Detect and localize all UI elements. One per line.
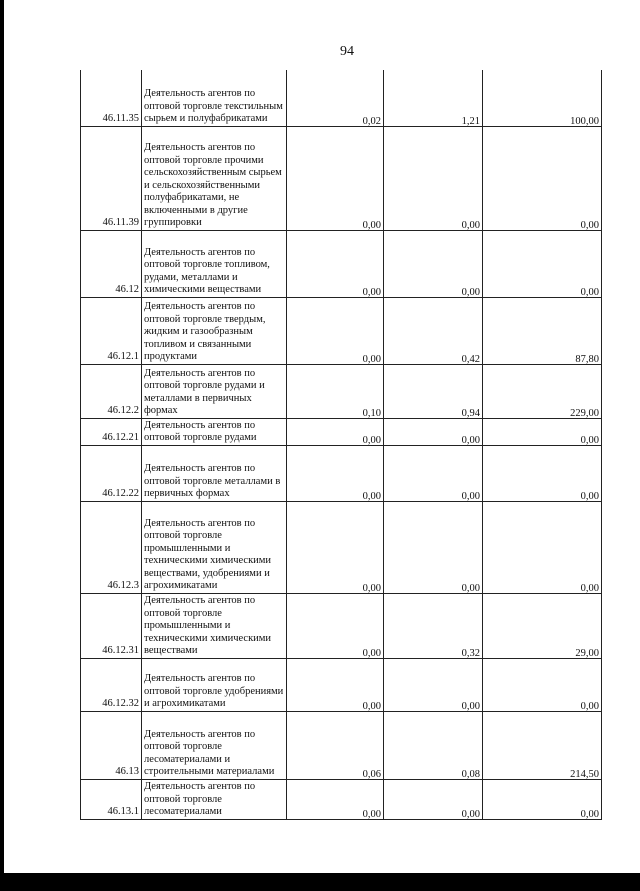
row-code: 46.11.39 xyxy=(81,126,142,230)
row-value-1: 0,00 xyxy=(287,445,384,501)
row-value-3: 100,00 xyxy=(483,70,602,126)
row-value-3: 0,00 xyxy=(483,230,602,297)
row-name: Деятельность агентов по оптовой торговле рудами и металлами в первичных формах xyxy=(142,364,287,418)
row-value-1: 0,02 xyxy=(287,70,384,126)
row-value-3: 214,50 xyxy=(483,711,602,779)
row-code: 46.12.22 xyxy=(81,445,142,501)
row-value-1: 0,06 xyxy=(287,711,384,779)
row-code: 46.12.1 xyxy=(81,297,142,364)
row-code: 46.12.32 xyxy=(81,658,142,711)
row-value-2: 1,21 xyxy=(384,70,483,126)
row-value-1: 0,00 xyxy=(287,779,384,819)
row-value-2: 0,08 xyxy=(384,711,483,779)
table-row xyxy=(81,230,602,297)
row-value-3: 0,00 xyxy=(483,779,602,819)
row-value-2: 0,00 xyxy=(384,230,483,297)
row-value-2: 0,00 xyxy=(384,501,483,593)
table-row xyxy=(81,126,602,230)
data-table xyxy=(80,70,602,820)
row-value-1: 0,00 xyxy=(287,297,384,364)
row-code: 46.13.1 xyxy=(81,779,142,819)
row-value-2: 0,94 xyxy=(384,364,483,418)
row-name: Деятельность агентов по оптовой торговле лесоматериалами и строительными материалами xyxy=(142,711,287,779)
row-name: Деятельность агентов по оптовой торговле рудами xyxy=(142,418,287,445)
row-name: Деятельность агентов по оптовой торговле металлами в первичных формах xyxy=(142,445,287,501)
row-value-2: 0,32 xyxy=(384,593,483,658)
table-row xyxy=(81,711,602,779)
row-name: Деятельность агентов по оптовой торговле промышленными и техническими химическими веществами xyxy=(142,593,287,658)
row-name: Деятельность агентов по оптовой торговле промышленными и техническими химическими веществами, удобрениями и агрохимикатами xyxy=(142,501,287,593)
row-value-1: 0,00 xyxy=(287,126,384,230)
row-value-1: 0,00 xyxy=(287,418,384,445)
row-value-1: 0,00 xyxy=(287,230,384,297)
row-value-1: 0,00 xyxy=(287,593,384,658)
row-code: 46.13 xyxy=(81,711,142,779)
row-value-1: 0,00 xyxy=(287,501,384,593)
row-value-3: 229,00 xyxy=(483,364,602,418)
table-row xyxy=(81,418,602,445)
row-value-1: 0,00 xyxy=(287,658,384,711)
row-name: Деятельность агентов по оптовой торговле топливом, рудами, металлами и химическими веществами xyxy=(142,230,287,297)
row-name: Деятельность агентов по оптовой торговле прочими сельскохозяйственным сырьем и сельскохозяйственными полуфабрикатами, не включенными в другие группировки xyxy=(142,126,287,230)
row-value-3: 29,00 xyxy=(483,593,602,658)
table-row xyxy=(81,297,602,364)
row-code: 46.11.35 xyxy=(81,70,142,126)
scan-border-left xyxy=(0,0,4,891)
table-row xyxy=(81,70,602,126)
row-name: Деятельность агентов по оптовой торговле твердым, жидким и газообразным топливом и связанными продуктами xyxy=(142,297,287,364)
row-value-2: 0,42 xyxy=(384,297,483,364)
row-value-3: 0,00 xyxy=(483,501,602,593)
page-number: 94 xyxy=(340,44,354,59)
row-value-3: 0,00 xyxy=(483,658,602,711)
row-code: 46.12.2 xyxy=(81,364,142,418)
row-name: Деятельность агентов по оптовой торговле лесоматериалами xyxy=(142,779,287,819)
table-row xyxy=(81,779,602,819)
row-value-3: 0,00 xyxy=(483,126,602,230)
row-value-2: 0,00 xyxy=(384,779,483,819)
row-code: 46.12.31 xyxy=(81,593,142,658)
row-value-3: 0,00 xyxy=(483,445,602,501)
row-value-2: 0,00 xyxy=(384,445,483,501)
table-row xyxy=(81,658,602,711)
row-code: 46.12 xyxy=(81,230,142,297)
table-row xyxy=(81,445,602,501)
row-value-2: 0,00 xyxy=(384,126,483,230)
table-row xyxy=(81,501,602,593)
row-name: Деятельность агентов по оптовой торговле удобрениями и агрохимикатами xyxy=(142,658,287,711)
row-value-2: 0,00 xyxy=(384,418,483,445)
row-value-2: 0,00 xyxy=(384,658,483,711)
row-code: 46.12.3 xyxy=(81,501,142,593)
row-value-3: 87,80 xyxy=(483,297,602,364)
row-value-3: 0,00 xyxy=(483,418,602,445)
row-value-1: 0,10 xyxy=(287,364,384,418)
table-row xyxy=(81,593,602,658)
scan-border-bottom xyxy=(0,873,640,891)
table-row xyxy=(81,364,602,418)
row-name: Деятельность агентов по оптовой торговле текстильным сырьем и полуфабрикатами xyxy=(142,70,287,126)
row-code: 46.12.21 xyxy=(81,418,142,445)
